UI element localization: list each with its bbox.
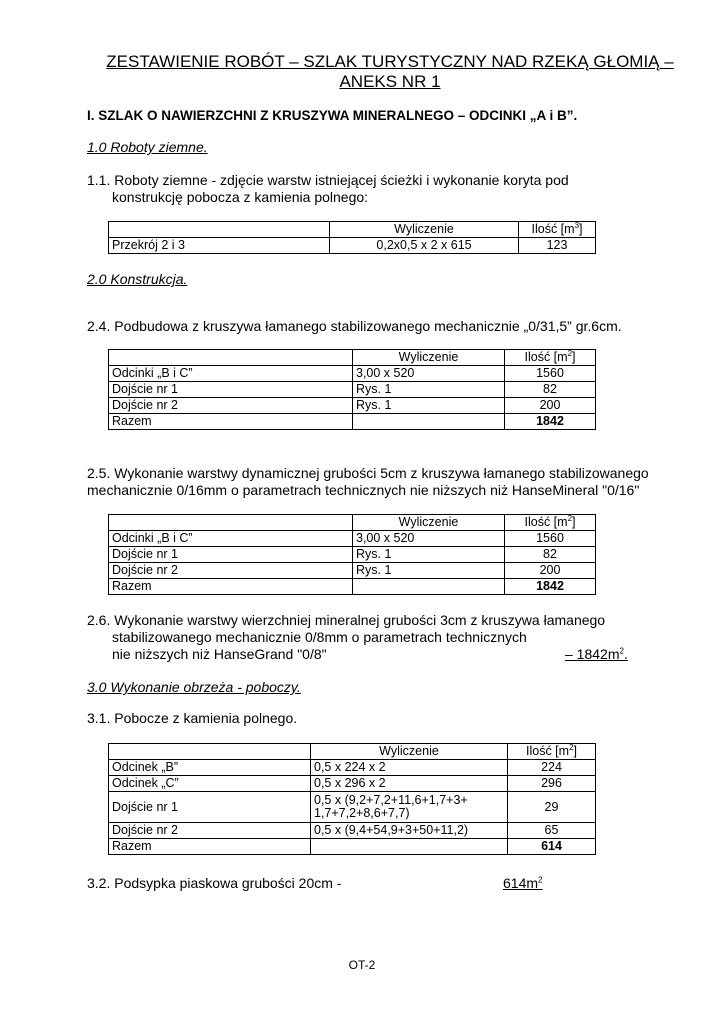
row-calc: 0,5 x (9,4+54,9+3+50+11,2) bbox=[311, 823, 508, 839]
header-calc: Wyliczenie bbox=[353, 515, 505, 531]
item-1-1 bbox=[87, 172, 569, 206]
title-line-1: ZESTAWIENIE ROBÓT – SZLAK TURYSTYCZNY NAD RZEKĄ GŁOMIĄ – bbox=[106, 52, 674, 71]
row-name: Odcinki „B i C” bbox=[109, 366, 353, 382]
header-calc: Wyliczenie bbox=[311, 744, 508, 760]
table-row bbox=[109, 382, 596, 398]
table-header-row bbox=[109, 515, 596, 531]
header-calc: Wyliczenie bbox=[330, 222, 519, 238]
table-row bbox=[109, 760, 596, 776]
row-qty: 1842 bbox=[505, 579, 596, 595]
item-2-6 bbox=[87, 612, 605, 663]
row-name: Odcinki „B i C” bbox=[109, 531, 353, 547]
header-empty bbox=[109, 744, 311, 760]
table-header-row bbox=[109, 744, 596, 760]
row-qty: 200 bbox=[505, 398, 596, 414]
item-2-5-line-1: 2.5. Wykonanie warstwy dynamicznej grubości 5cm z kruszywa łamanego stabilizowanego bbox=[87, 465, 649, 481]
row-calc: Rys. 1 bbox=[353, 547, 505, 563]
section-heading: I. SZLAK O NAWIERZCHNI Z KRUSZYWA MINERALNEGO – ODCINKI „A i B”. bbox=[87, 108, 578, 123]
row-qty: 224 bbox=[508, 760, 596, 776]
row-calc: 0,5 x 296 x 2 bbox=[311, 776, 508, 792]
header-qty: Ilość $[m^2]$ bbox=[505, 515, 596, 531]
header-qty: Ilość $[m^2]$ bbox=[505, 350, 596, 366]
row-qty: 82 bbox=[505, 382, 596, 398]
row-name: Razem bbox=[109, 414, 353, 430]
row-calc: Rys. 1 bbox=[353, 382, 505, 398]
table-shoulder bbox=[108, 743, 596, 855]
table-dynamic-layer bbox=[108, 514, 596, 595]
table-total-row bbox=[109, 414, 596, 430]
item-3-2-value: $614m^2$ bbox=[503, 875, 543, 891]
item-2-6-line-2: stabilizowanego mechanicznie 0/8mm o parametrach technicznych bbox=[112, 629, 527, 645]
header-empty bbox=[109, 350, 353, 366]
row-qty: 200 bbox=[505, 563, 596, 579]
row-calc: 0,2x0,5 x 2 x 615 bbox=[330, 238, 519, 254]
row-name: Razem bbox=[109, 839, 311, 855]
row-name: Dojście nr 1 bbox=[109, 382, 353, 398]
table-row bbox=[109, 547, 596, 563]
row-name: Dojście nr 2 bbox=[109, 398, 353, 414]
item-2-5 bbox=[87, 465, 649, 499]
item-3-2: 3.2. Podsypka piaskowa grubości 20cm - bbox=[87, 875, 342, 891]
row-qty: 1560 bbox=[505, 366, 596, 382]
table-row bbox=[109, 238, 596, 254]
row-name: Dojście nr 2 bbox=[109, 823, 311, 839]
row-calc: 3,00 x 520 bbox=[353, 531, 505, 547]
item-2-6-value: – $1842m^2$. bbox=[565, 646, 628, 662]
row-qty: 296 bbox=[508, 776, 596, 792]
row-qty: 29 bbox=[508, 792, 596, 823]
row-calc: 0,5 x (9,2+7,2+11,6+1,7+3+ 1,7+7,2+8,6+7,7) bbox=[311, 792, 508, 823]
row-calc bbox=[311, 839, 508, 855]
row-qty: 82 bbox=[505, 547, 596, 563]
row-qty: 1842 bbox=[505, 414, 596, 430]
row-name: Dojście nr 2 bbox=[109, 563, 353, 579]
table-total-row bbox=[109, 579, 596, 595]
table-row bbox=[109, 563, 596, 579]
item-2-5-line-2: mechanicznie 0/16mm o parametrach technicznych nie niższych niż HanseMineral "0/16" bbox=[87, 482, 640, 498]
item-1-1-line-1: 1.1. Roboty ziemne - zdjęcie warstw istniejącej ścieżki i wykonanie koryta pod bbox=[87, 172, 569, 188]
header-empty bbox=[109, 222, 330, 238]
table-header-row bbox=[109, 350, 596, 366]
row-calc bbox=[353, 579, 505, 595]
table-row bbox=[109, 531, 596, 547]
row-calc: Rys. 1 bbox=[353, 563, 505, 579]
row-name: Odcinek „B” bbox=[109, 760, 311, 776]
row-name: Odcinek „C” bbox=[109, 776, 311, 792]
item-1-1-line-2: konstrukcję pobocza z kamienia polnego: bbox=[112, 189, 369, 205]
row-qty: 1560 bbox=[505, 531, 596, 547]
document-title bbox=[70, 52, 710, 92]
row-calc: Rys. 1 bbox=[353, 398, 505, 414]
table-base-layer bbox=[108, 349, 596, 430]
header-qty: Ilość $[m^2]$ bbox=[508, 744, 596, 760]
subheading-earthworks: 1.0 Roboty ziemne. bbox=[87, 139, 208, 155]
table-row bbox=[109, 366, 596, 382]
item-2-6-line-1: 2.6. Wykonanie warstwy wierzchniej mineralnej grubości 3cm z kruszywa łamanego bbox=[87, 612, 606, 628]
table-earthworks bbox=[108, 221, 596, 254]
row-qty: 65 bbox=[508, 823, 596, 839]
subheading-edging: 3.0 Wykonanie obrzeża - poboczy. bbox=[87, 679, 301, 695]
table-row bbox=[109, 823, 596, 839]
row-qty: 123 bbox=[519, 238, 596, 254]
table-total-row bbox=[109, 839, 596, 855]
item-3-1: 3.1. Pobocze z kamienia polnego. bbox=[87, 710, 298, 726]
row-name: Dojście nr 1 bbox=[109, 792, 311, 823]
title-line-2: ANEKS NR 1 bbox=[339, 72, 441, 91]
table-header-row bbox=[109, 222, 596, 238]
header-empty bbox=[109, 515, 353, 531]
row-calc bbox=[353, 414, 505, 430]
header-calc: Wyliczenie bbox=[353, 350, 505, 366]
item-2-4: 2.4. Podbudowa z kruszywa łamanego stabilizowanego mechanicznie „0/31,5” gr.6cm. bbox=[87, 318, 622, 334]
table-row bbox=[109, 776, 596, 792]
row-calc: 3,00 x 520 bbox=[353, 366, 505, 382]
row-calc: 0,5 x 224 x 2 bbox=[311, 760, 508, 776]
row-qty: 614 bbox=[508, 839, 596, 855]
table-row bbox=[109, 398, 596, 414]
row-name: Przekrój 2 i 3 bbox=[109, 238, 330, 254]
page-number: OT-2 bbox=[348, 958, 376, 972]
subheading-construction: 2.0 Konstrukcja. bbox=[87, 271, 188, 287]
item-2-6-line-3: nie niższych niż HanseGrand "0/8" bbox=[112, 646, 327, 662]
table-row bbox=[109, 792, 596, 823]
row-name: Razem bbox=[109, 579, 353, 595]
header-qty: Ilość $[m^3]$ bbox=[519, 222, 596, 238]
row-name: Dojście nr 1 bbox=[109, 547, 353, 563]
